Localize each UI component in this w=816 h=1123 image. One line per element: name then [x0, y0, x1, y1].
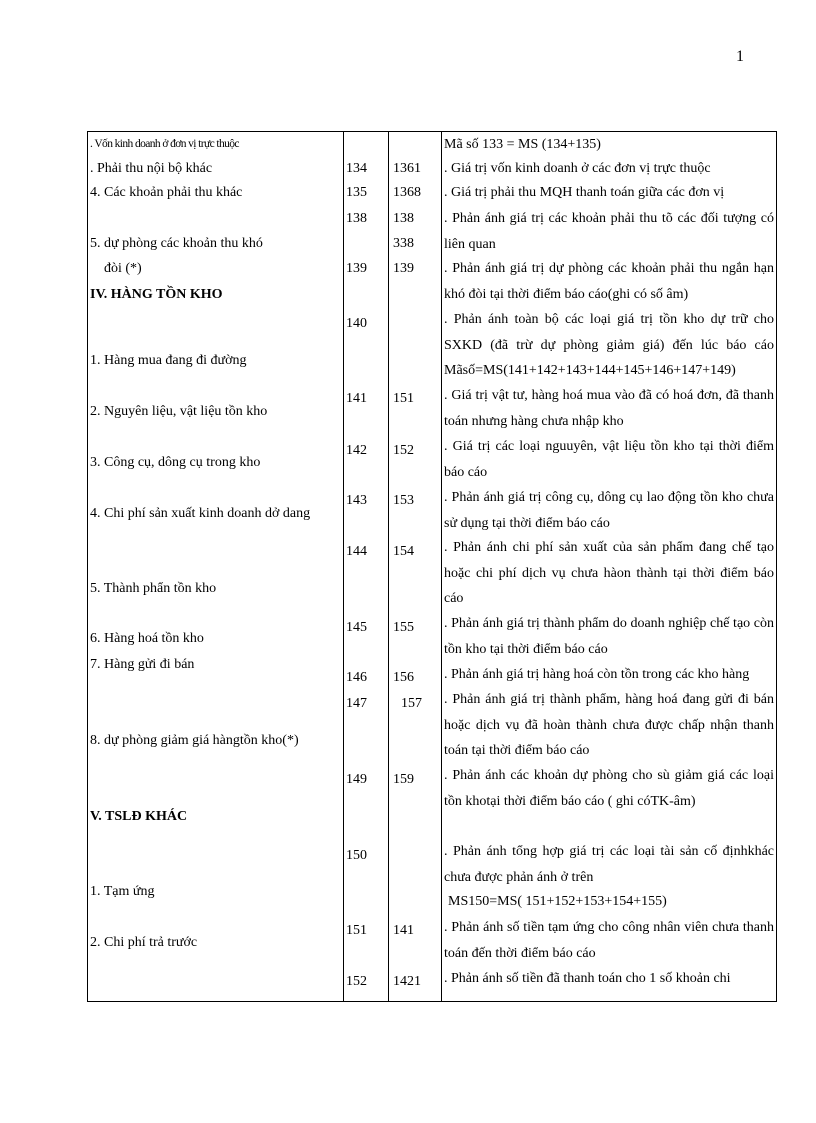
description: Mã số 133 = MS (134+135): [444, 137, 601, 152]
item-code: 152: [346, 974, 367, 989]
item-code: 145: [346, 620, 367, 635]
account-number: 138: [393, 211, 414, 226]
item-code: 134: [346, 161, 367, 176]
description: . Phản ánh chi phí sản xuất của sản phẩm đang chế tạo hoặc chi phí dịch vụ chưa hàon thành tại thời điểm báo cáo: [444, 540, 774, 606]
column-divider: [388, 132, 389, 1001]
item-name: . Phải thu nội bộ khác: [90, 161, 213, 176]
item-code: 143: [346, 493, 367, 508]
account-number: 159: [393, 772, 414, 787]
description: . Phản ánh giá trị thành phẩm, hàng hoá đang gửi đi bán hoặc dịch vụ đã hoàn thành chưa được chấp nhận thanh toán tại thời điểm báo cáo: [444, 692, 774, 758]
description: . Phản ánh giá trị hàng hoá còn tồn trong các kho hàng: [444, 667, 750, 682]
description: . Phản ánh số tiền đã thanh toán cho 1 số khoản chi: [444, 971, 731, 986]
item-name: 2. Nguyên liệu, vật liệu tồn kho: [90, 404, 268, 419]
description: . Phản ánh giá trị các khoản phải thu tõ các đối tượng có liên quan: [444, 211, 774, 252]
item-name: 1. Hàng mua đang đi đường: [90, 353, 247, 368]
item-code: 151: [346, 923, 367, 938]
item-code: 146: [346, 670, 367, 685]
item-code: 140: [346, 316, 367, 331]
item-code: 144: [346, 544, 367, 559]
description: . Giá trị các loại nguuyên, vật liệu tồn kho tại thời điểm báo cáo: [444, 439, 774, 480]
description: . Phản ánh giá trị công cụ, dông cụ lao động tồn kho chưa sử dụng tại thời điểm báo cáo: [444, 490, 774, 531]
account-number: 1361: [393, 161, 421, 176]
item-name: 5. dự phòng các khoản thu khó: [90, 236, 263, 251]
description: . Giá trị vốn kinh doanh ở các đơn vị trực thuộc: [444, 161, 711, 176]
account-number: 154: [393, 544, 414, 559]
item-code: 142: [346, 443, 367, 458]
balance-sheet-table: [87, 131, 777, 1002]
description: . Phản ánh các khoản dự phòng cho sù giảm giá các loại tồn khotại thời điểm báo cáo ( ghi cóTK-âm): [444, 768, 774, 809]
item-name: đòi (*): [104, 261, 142, 276]
description: . Giá trị vật tư, hàng hoá mua vào đã có hoá đơn, đã thanh toán nhưng hàng chưa nhập kho: [444, 388, 774, 429]
column-divider: [441, 132, 442, 1001]
item-code: 147: [346, 696, 367, 711]
account-number: 155: [393, 620, 414, 635]
description: . Giá trị phải thu MQH thanh toán giữa các đơn vị: [444, 185, 725, 200]
description: . Phản ánh giá trị dự phòng các khoản phải thu ngắn hạn khó đòi tại thời điểm báo cáo(ghi có số âm): [444, 261, 774, 302]
section-heading: V. TSLĐ KHÁC: [90, 809, 188, 824]
section-heading: IV. HÀNG TỒN KHO: [90, 287, 223, 302]
item-name: 1. Tạm ứng: [90, 884, 155, 899]
item-name: 4. Các khoản phải thu khác: [90, 185, 243, 200]
item-code: 138: [346, 211, 367, 226]
item-name: 2. Chi phí trả trước: [90, 935, 198, 950]
description: . Phản ánh giá trị thành phẩm do doanh nghiệp chế tạo còn tồn kho tại thời điểm báo cáo: [444, 616, 774, 657]
account-number: 153: [393, 493, 414, 508]
description: . Phản ánh toàn bộ các loại giá trị tồn kho dự trữ cho SXKD (đã trừ dự phòng giảm giá) đến lúc báo cáo Mãsố=MS(141+142+143+144+145+146+147+149): [444, 312, 774, 378]
item-name: 8. dự phòng giảm giá hàngtồn kho(*): [90, 733, 299, 748]
item-code: 135: [346, 185, 367, 200]
item-code: 150: [346, 848, 367, 863]
account-number: 1421: [393, 974, 421, 989]
formula: MS150=MS( 151+152+153+154+155): [448, 894, 667, 909]
item-name: . Vốn kinh doanh ở đơn vị trực thuộc: [90, 138, 239, 150]
item-code: 149: [346, 772, 367, 787]
account-number: 338: [393, 236, 414, 251]
account-number: 141: [393, 923, 414, 938]
item-name: 7. Hàng gửi đi bán: [90, 657, 195, 672]
account-number: 156: [393, 670, 414, 685]
description: . Phản ánh tổng hợp giá trị các loại tài sản cố địnhkhác chưa được phản ánh ở trên: [444, 844, 774, 885]
item-name: 5. Thành phẩn tồn kho: [90, 581, 217, 596]
account-number: 151: [393, 391, 414, 406]
account-number: 1368: [393, 185, 421, 200]
item-name: 4. Chi phí sản xuất kinh doanh dở dang: [90, 506, 311, 521]
account-number: 157: [401, 696, 422, 711]
description: . Phản ánh số tiền tạm ứng cho công nhân viên chưa thanh toán đến thời điểm báo cáo: [444, 920, 774, 961]
account-number: 139: [393, 261, 414, 276]
page-number: 1: [736, 48, 744, 65]
item-name: 3. Công cụ, dông cụ trong kho: [90, 455, 261, 470]
item-code: 141: [346, 391, 367, 406]
item-name: 6. Hàng hoá tồn kho: [90, 631, 204, 646]
account-number: 152: [393, 443, 414, 458]
item-code: 139: [346, 261, 367, 276]
